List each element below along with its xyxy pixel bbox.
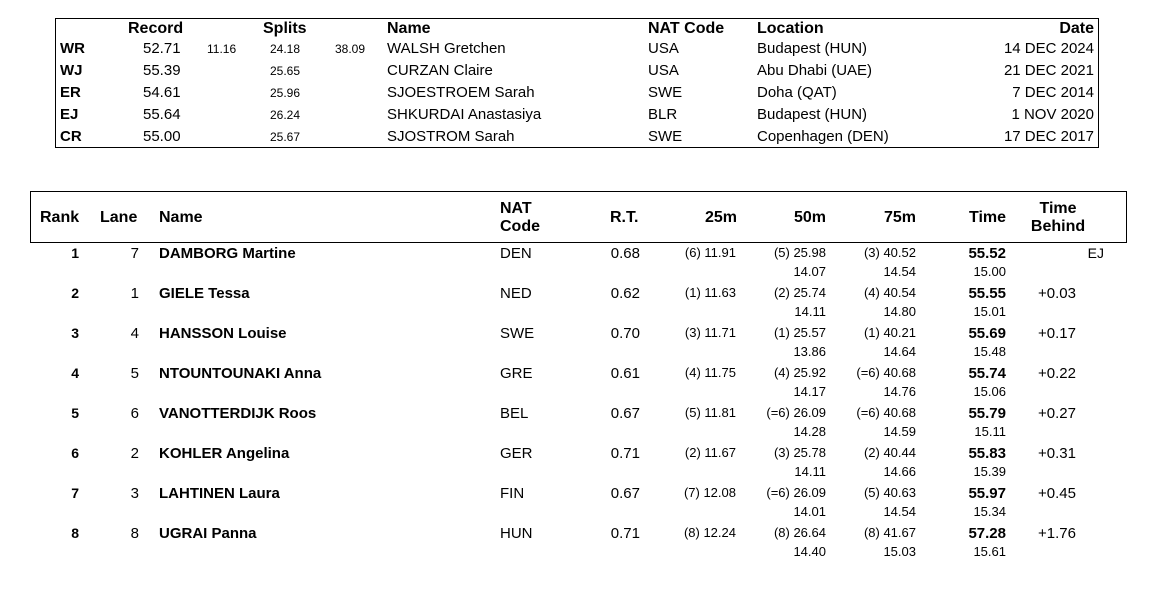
result-row [0,245,1152,285]
result-lap-100m: 15.06 [973,384,1006,399]
record-time: 55.64 [143,106,181,123]
result-lane: 7 [130,245,139,262]
record-location: Doha (QAT) [757,84,837,101]
result-swimmer-name: NTOUNTOUNAKI Anna [159,365,322,382]
result-lane: 5 [130,365,139,382]
record-time: 55.00 [143,128,181,145]
result-final-time: 55.55 [968,285,1006,302]
result-split-25m: (4) 11.75 [684,365,736,380]
result-rank: 8 [71,525,79,541]
result-lap-100m: 15.48 [973,344,1006,359]
results-header-behind-line1: Time [1039,200,1077,217]
result-swimmer-name: HANSSON Louise [159,325,287,342]
result-reaction-time: 0.70 [610,325,640,342]
record-split-2: 25.96 [270,86,301,100]
records-header-location: Location [757,20,824,37]
records-header-nat-code: NAT Code [648,20,725,37]
result-rank: 2 [71,285,79,301]
result-rank: 1 [71,245,79,261]
result-time-behind: +0.27 [1038,405,1076,422]
results-header-name: Name [159,209,203,226]
result-row [0,485,1152,525]
record-split-2: 25.67 [270,130,301,144]
result-reaction-time: 0.61 [610,365,640,382]
record-holder-name: WALSH Gretchen [387,40,506,57]
result-split-25m: (8) 12.24 [683,525,736,540]
result-split-50m: (=6) 26.09 [766,405,826,420]
result-split-75m: (=6) 40.68 [856,365,916,380]
result-rank: 4 [71,365,79,381]
record-date: 17 DEC 2017 [1003,128,1094,145]
record-split-2: 25.65 [270,64,301,78]
record-holder-name: SJOSTROM Sarah [387,128,515,145]
result-split-75m: (2) 40.44 [863,445,916,460]
result-lane: 4 [130,325,139,342]
record-date: 21 DEC 2021 [1003,62,1094,79]
results-header-25m: 25m [705,209,738,226]
result-lap-50m: 13.86 [793,344,826,359]
result-lap-50m: 14.28 [793,424,826,439]
result-lap-100m: 15.11 [974,424,1006,439]
result-lap-100m: 15.61 [973,544,1006,559]
result-row [0,365,1152,405]
record-date: 14 DEC 2024 [1003,40,1094,57]
result-final-time: 55.97 [968,485,1006,502]
result-split-75m: (3) 40.52 [863,245,916,260]
result-reaction-time: 0.71 [610,525,640,542]
result-reaction-time: 0.67 [610,405,640,422]
record-holder-name: SHKURDAI Anastasiya [387,106,542,123]
result-reaction-time: 0.62 [610,285,640,302]
result-split-50m: (=6) 26.09 [766,485,826,500]
record-holder-name: CURZAN Claire [387,62,493,79]
results-header-75m: 75m [884,209,917,226]
result-swimmer-name: LAHTINEN Laura [159,485,280,502]
record-date: 1 NOV 2020 [1011,106,1094,123]
record-nat-code: BLR [648,106,678,123]
result-lap-50m: 14.01 [793,504,826,519]
results-header-50m: 50m [794,209,827,226]
result-time-behind: +0.45 [1038,485,1076,502]
record-location: Budapest (HUN) [757,40,868,57]
result-time-behind: +0.22 [1038,365,1076,382]
result-split-50m: (2) 25.74 [773,285,826,300]
result-lap-75m: 15.03 [883,544,916,559]
records-header-splits: Splits [263,20,307,37]
result-nat-code: SWE [500,325,535,342]
results-header-rt: R.T. [610,209,639,226]
results-header-time: Time [969,209,1007,226]
result-final-time: 55.79 [968,405,1006,422]
result-time-behind: +0.31 [1038,445,1076,462]
result-lap-50m: 14.11 [794,304,826,319]
result-split-50m: (1) 25.57 [773,325,826,340]
result-split-25m: (7) 12.08 [683,485,736,500]
records-table [55,18,1099,148]
result-split-75m: (5) 40.63 [863,485,916,500]
result-split-75m: (8) 41.67 [863,525,916,540]
result-swimmer-name: UGRAI Panna [159,525,257,542]
result-row [0,405,1152,445]
result-swimmer-name: VANOTTERDIJK Roos [159,405,317,422]
record-nat-code: USA [648,62,679,79]
result-final-time: 55.74 [968,365,1006,382]
result-lap-75m: 14.54 [883,264,916,279]
result-row [0,325,1152,365]
result-split-50m: (3) 25.78 [773,445,826,460]
result-row [0,285,1152,325]
record-location: Abu Dhabi (UAE) [757,62,873,79]
record-nat-code: SWE [648,128,683,145]
record-code: WJ [60,62,83,79]
records-header-record: Record [128,20,184,37]
result-split-50m: (4) 25.92 [773,365,826,380]
result-final-time: 55.83 [968,445,1006,462]
result-lap-75m: 14.76 [883,384,916,399]
result-swimmer-name: KOHLER Angelina [159,445,290,462]
result-lane: 3 [130,485,139,502]
result-lap-100m: 15.34 [973,504,1006,519]
result-lap-75m: 14.66 [883,464,916,479]
result-swimmer-name: GIELE Tessa [159,285,250,302]
record-code: EJ [60,106,79,123]
result-nat-code: HUN [500,525,533,542]
result-lap-50m: 14.07 [793,264,826,279]
record-split-2: 24.18 [270,42,301,56]
result-split-25m: (3) 11.71 [684,325,736,340]
result-time-behind: +0.17 [1038,325,1076,342]
result-rank: 5 [71,405,79,421]
result-split-25m: (5) 11.81 [684,405,736,420]
record-time: 55.39 [143,62,181,79]
result-lap-50m: 14.17 [793,384,826,399]
record-location: Budapest (HUN) [757,106,868,123]
result-reaction-time: 0.68 [610,245,640,262]
result-split-25m: (2) 11.67 [684,445,736,460]
record-nat-code: SWE [648,84,683,101]
results-header-nat-line2: Code [500,218,540,235]
record-time: 54.61 [143,84,181,101]
result-rank: 3 [71,325,79,341]
record-time: 52.71 [143,40,181,57]
result-lap-75m: 14.59 [883,424,916,439]
result-reaction-time: 0.71 [610,445,640,462]
result-lane: 1 [130,285,139,302]
result-reaction-time: 0.67 [610,485,640,502]
result-split-75m: (4) 40.54 [863,285,916,300]
results-header-lane: Lane [100,209,138,226]
record-holder-name: SJOESTROEM Sarah [387,84,535,101]
result-record-flag: EJ [1087,245,1104,261]
result-lap-75m: 14.54 [883,504,916,519]
result-nat-code: FIN [500,485,525,502]
result-lane: 8 [130,525,139,542]
result-lap-75m: 14.80 [883,304,916,319]
result-lap-100m: 15.00 [973,264,1006,279]
result-rank: 6 [71,445,79,461]
record-code: ER [60,84,81,101]
result-lane: 6 [130,405,139,422]
result-row [0,445,1152,485]
result-rank: 7 [71,485,79,501]
results-header-behind-line2: Behind [1030,218,1086,235]
result-split-25m: (1) 11.63 [684,285,736,300]
result-lap-50m: 14.40 [793,544,826,559]
result-split-50m: (5) 25.98 [773,245,826,260]
result-split-25m: (6) 11.91 [684,245,736,260]
result-time-behind: +0.03 [1038,285,1076,302]
result-final-time: 57.28 [968,525,1006,542]
result-lap-100m: 15.01 [973,304,1006,319]
records-header-date: Date [1059,20,1094,37]
record-nat-code: USA [648,40,679,57]
result-nat-code: NED [500,285,532,302]
result-nat-code: GRE [500,365,533,382]
record-location: Copenhagen (DEN) [757,128,889,145]
records-header-name: Name [387,20,431,37]
record-code: CR [60,128,82,145]
result-split-50m: (8) 26.64 [773,525,826,540]
result-lap-100m: 15.39 [973,464,1006,479]
result-split-75m: (1) 40.21 [863,325,916,340]
results-header-nat-line1: NAT [500,200,532,217]
result-final-time: 55.69 [968,325,1006,342]
result-final-time: 55.52 [968,245,1006,262]
results-header-rank: Rank [40,209,80,226]
result-lane: 2 [130,445,139,462]
result-swimmer-name: DAMBORG Martine [159,245,296,262]
result-lap-75m: 14.64 [883,344,916,359]
record-code: WR [60,40,85,57]
record-split-3: 38.09 [335,42,366,56]
result-nat-code: GER [500,445,533,462]
record-split-1: 11.16 [207,42,237,56]
result-nat-code: BEL [500,405,529,422]
result-nat-code: DEN [500,245,532,262]
record-date: 7 DEC 2014 [1012,84,1094,101]
result-time-behind: +1.76 [1038,525,1076,542]
result-split-75m: (=6) 40.68 [856,405,916,420]
record-split-2: 26.24 [270,108,301,122]
result-row [0,525,1152,565]
result-lap-50m: 14.11 [794,464,826,479]
